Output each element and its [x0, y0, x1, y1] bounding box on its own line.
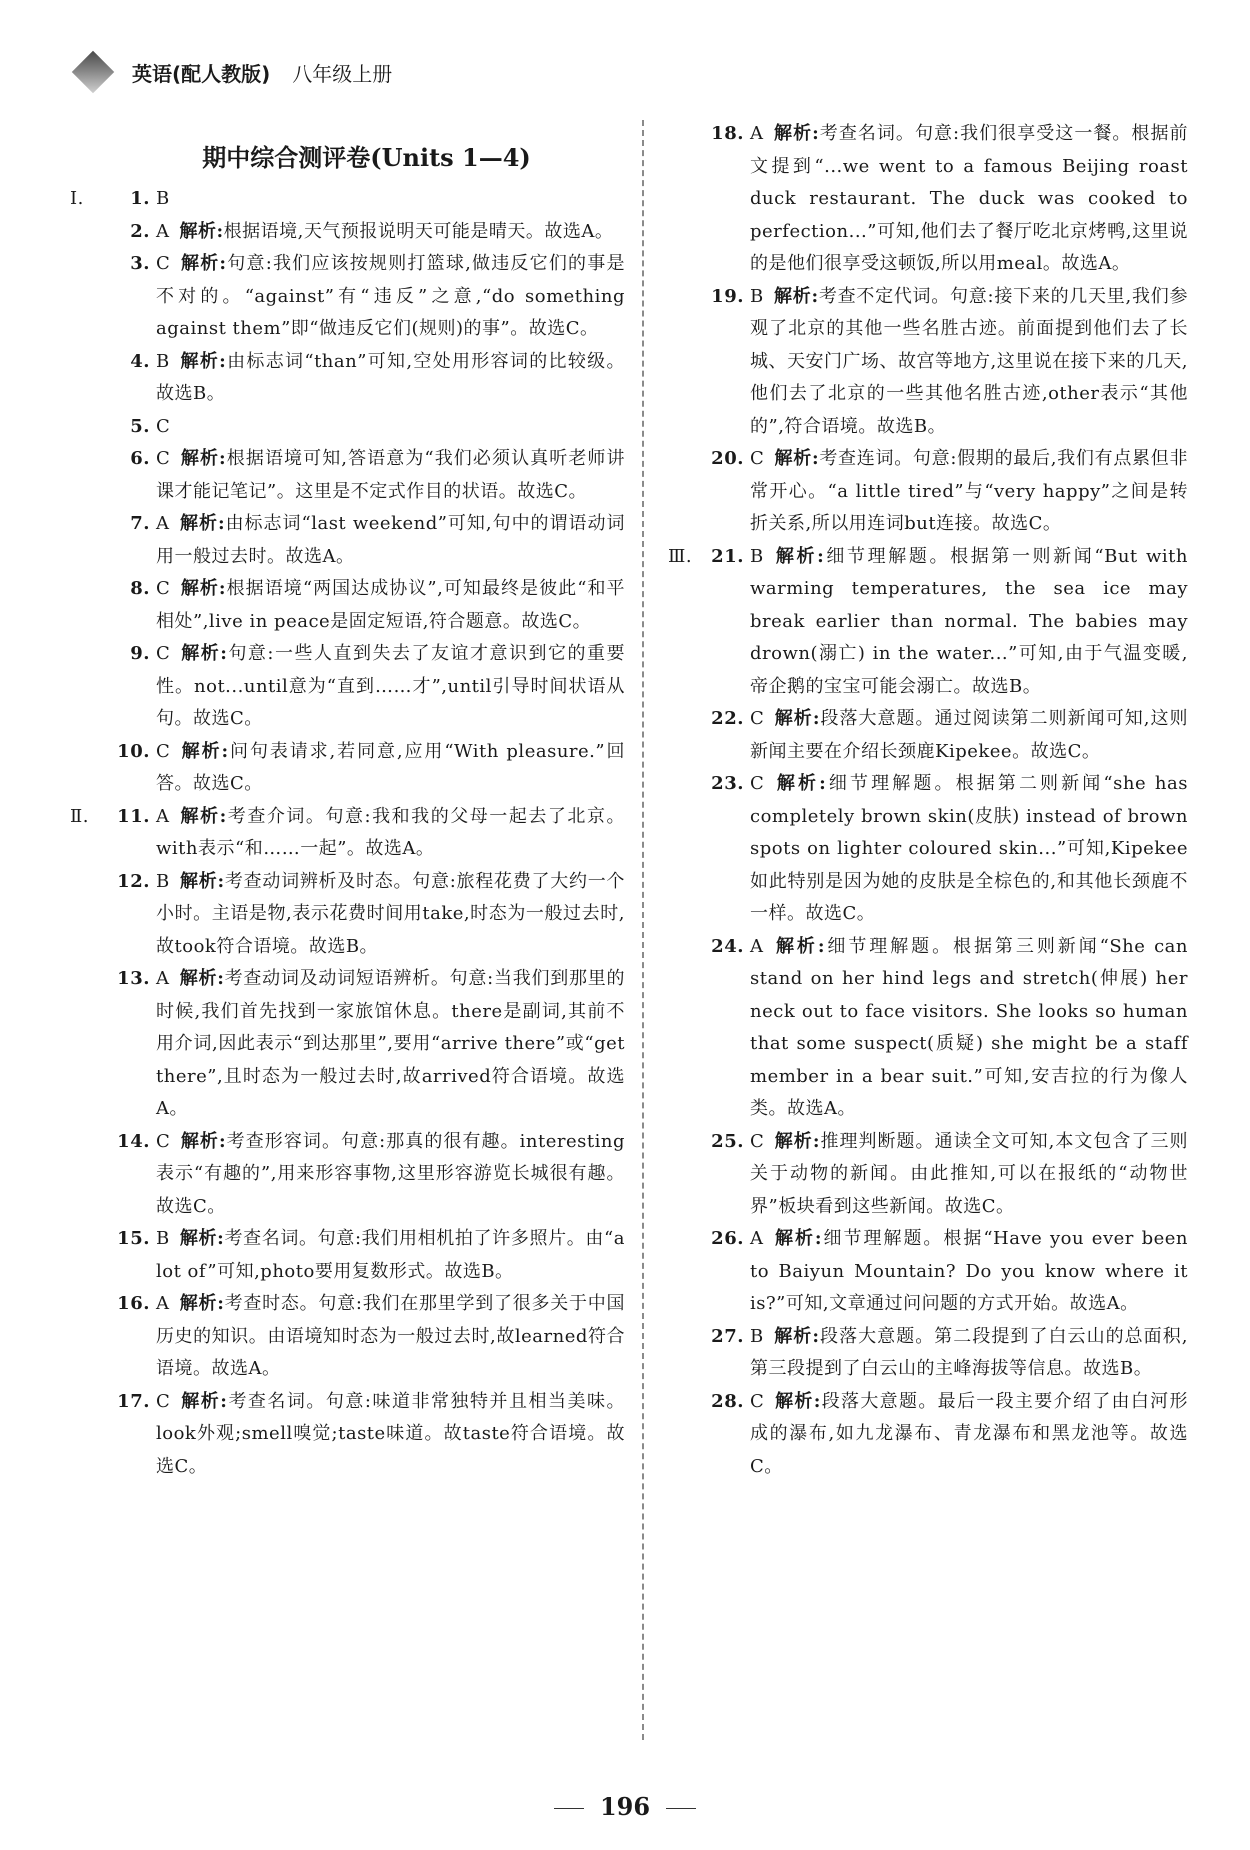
question-number: 24.	[711, 935, 744, 957]
answer-letter: C	[156, 415, 171, 437]
page-number	[0, 1792, 1250, 1821]
explanation-label: 解析:	[180, 1390, 228, 1412]
answer-body	[156, 216, 625, 249]
answer-body	[156, 1126, 625, 1224]
answer-body	[156, 1223, 625, 1288]
explanation-label: 解析:	[774, 708, 820, 729]
answer-body	[750, 768, 1188, 931]
section-marker	[70, 346, 104, 411]
section-marker	[70, 248, 104, 346]
explanation-label: 解析:	[773, 545, 825, 567]
section-marker	[70, 1288, 104, 1386]
answer-letter: C	[156, 253, 171, 274]
section-marker	[668, 1126, 700, 1224]
answer-body	[156, 573, 625, 638]
section-marker	[70, 443, 104, 508]
answer-body	[156, 183, 625, 216]
explanation-label: 解析:	[179, 805, 227, 827]
answer-item	[668, 768, 1188, 931]
section-marker	[70, 866, 104, 964]
question-number: 7.	[130, 513, 150, 534]
answer-body	[750, 703, 1188, 768]
answer-letter: C	[156, 578, 171, 599]
explanation-text: 细节理解题。根据第一则新闻“But with warming temperatures, the sea ice may break earlier than normal. The babies may drown(溺亡) in the water...”可知,由于气温变暖,帝企鹅的宝宝可能会溺亡。故选B。	[750, 545, 1189, 697]
answer-item	[668, 1386, 1188, 1484]
answer-body	[156, 508, 625, 573]
question-number: 28.	[711, 1390, 744, 1412]
explanation-label: 解析:	[179, 513, 226, 534]
question-number: 21.	[711, 545, 744, 567]
explanation-label: 解析:	[180, 1130, 227, 1152]
answer-letter: B	[156, 188, 170, 209]
answer-item	[70, 866, 625, 964]
answer-item	[668, 1223, 1188, 1321]
question-number: 17.	[117, 1390, 150, 1412]
answer-body	[156, 638, 625, 736]
answer-item	[70, 216, 625, 249]
answer-item	[70, 1126, 625, 1224]
explanation-label: 解析:	[773, 1325, 820, 1347]
explanation-text: 考查动词及动词短语辨析。句意:当我们到那里的时候,我们首先找到一家旅馆休息。there是副词,其前不用介词,因此表示“到达那里”,要用“arrive there”或“get there”,且时态为一般过去时,故arrived符合语境。故选A。	[156, 968, 625, 1119]
answer-letter: A	[750, 935, 764, 957]
explanation-label: 解析:	[773, 285, 819, 307]
answer-item	[668, 1321, 1188, 1386]
answer-letter: A	[156, 1293, 170, 1314]
section-marker: Ⅰ.	[70, 188, 84, 209]
explanation-label: 解析:	[180, 448, 227, 469]
explanation-label: 解析:	[180, 643, 228, 664]
answer-body	[156, 866, 625, 964]
answer-letter: B	[156, 350, 170, 372]
answer-body	[750, 1321, 1188, 1386]
question-number: 5.	[130, 415, 150, 437]
answer-letter: A	[750, 123, 764, 144]
section-marker	[70, 963, 104, 1126]
answer-item	[70, 443, 625, 508]
answer-letter: C	[156, 643, 171, 664]
answer-letter: B	[156, 870, 170, 892]
question-number: 20.	[711, 448, 744, 469]
explanation-text: 由标志词“last weekend”可知,句中的谓语动词用一般过去时。故选A。	[156, 513, 625, 567]
answer-item	[668, 931, 1188, 1126]
section-marker	[70, 508, 104, 573]
answer-item	[70, 1288, 625, 1386]
explanation-text: 考查名词。句意:我们用相机拍了许多照片。由“a lot of”可知,photo要用复数形式。故选B。	[156, 1228, 625, 1282]
section-marker	[668, 703, 700, 768]
explanation-text: 细节理解题。根据第三则新闻“She can stand on her hind legs and stretch(伸展) her neck out to face visitors. She looks so human that some suspect(质疑) she might be a staff member in a bear suit.”可知,安吉拉的行为像人类。故选A。	[750, 935, 1188, 1119]
answer-letter: A	[156, 220, 170, 242]
question-number: 13.	[117, 968, 150, 989]
answer-letter: C	[156, 1390, 171, 1412]
explanation-text: 由标志词“than”可知,空处用形容词的比较级。故选B。	[156, 350, 625, 404]
diamond-logo-icon	[72, 51, 114, 93]
answer-letter: A	[156, 968, 170, 989]
answer-letter: C	[750, 773, 765, 794]
section-marker	[668, 1223, 700, 1321]
explanation-label: 解析:	[773, 1228, 823, 1249]
section-marker	[70, 1386, 104, 1484]
answer-body	[750, 1223, 1188, 1321]
explanation-text: 考查不定代词。句意:接下来的几天里,我们参观了北京的其他一些名胜古迹。前面提到他们去了长城、天安门广场、故宫等地方,这里说在接下来的几天,他们去了北京的一些其他名胜古迹,other表示“其他的”,符合语境。故选B。	[750, 285, 1188, 437]
answer-item	[668, 281, 1188, 444]
answer-body	[750, 931, 1188, 1126]
explanation-text: 考查名词。句意:我们很享受这一餐。根据前文提到“...we went to a famous Beijing roast duck restaurant. The duck was cooked to perfection...”可知,他们去了餐厅吃北京烤鸭,这里说的是他们很享受这顿饭,所以用meal。故选A。	[750, 123, 1188, 274]
explanation-label: 解析:	[179, 968, 225, 989]
question-number: 6.	[130, 448, 150, 469]
explanation-text: 根据语境可知,答语意为“我们必须认真听老师讲课才能记笔记”。这里是不定式作目的状语。故选C。	[156, 448, 625, 502]
answer-body	[156, 346, 625, 411]
section-marker	[668, 1321, 700, 1386]
question-number: 27.	[711, 1325, 744, 1347]
explanation-text: 推理判断题。通读全文可知,本文包含了三则关于动物的新闻。由此推知,可以在报纸的“动物世界”板块看到这些新闻。故选C。	[750, 1130, 1188, 1217]
explanation-label: 解析:	[774, 1390, 821, 1412]
answer-item	[70, 346, 625, 411]
explanation-text: 细节理解题。根据第二则新闻“she has completely brown skin(皮肤) instead of brown spots on lighter coloured skin...”可知,Kipekee如此特别是因为她的皮肤是全棕色的,和其他长颈鹿不一样。故选C。	[750, 773, 1188, 924]
book-title: 英语(配人教版)	[132, 61, 271, 86]
explanation-label: 解析:	[180, 253, 227, 274]
explanation-text: 细节理解题。根据“Have you ever been to Baiyun Mountain? Do you know where it is?”可知,文章通过问问题的方式开始。故选A。	[750, 1228, 1188, 1314]
answer-letter: A	[156, 805, 170, 827]
section-marker	[668, 931, 700, 1126]
answer-item	[70, 1386, 625, 1484]
answer-letter: C	[750, 448, 765, 469]
answer-item	[668, 541, 1188, 704]
answer-item	[70, 248, 625, 346]
explanation-text: 考查形容词。句意:那真的很有趣。interesting表示“有趣的”,用来形容事物,这里形容游览长城很有趣。故选C。	[156, 1130, 625, 1217]
answer-letter: C	[156, 1130, 171, 1152]
answer-item	[70, 963, 625, 1126]
answer-letter: C	[750, 708, 765, 729]
page-number-text: 196	[599, 1792, 651, 1821]
section-marker	[70, 1126, 104, 1224]
column-divider	[642, 120, 644, 1740]
explanation-text: 问句表请求,若同意,应用“With pleasure.”回答。故选C。	[156, 740, 625, 794]
answer-letter: C	[750, 1390, 765, 1412]
question-number: 1.	[130, 188, 150, 209]
explanation-label: 解析:	[180, 740, 229, 762]
question-number: 18.	[711, 123, 744, 144]
explanation-label: 解析:	[180, 578, 227, 599]
question-number: 26.	[711, 1228, 744, 1249]
question-number: 19.	[711, 285, 744, 307]
answer-body	[156, 248, 625, 346]
answer-body	[750, 541, 1188, 704]
explanation-text: 段落大意题。最后一段主要介绍了由白河形成的瀑布,如九龙瀑布、青龙瀑布和黑龙池等。故选C。	[750, 1390, 1188, 1477]
explanation-label: 解析:	[773, 123, 820, 144]
answer-item	[668, 443, 1188, 541]
answer-letter: B	[750, 285, 764, 307]
section-title: 期中综合测评卷(Units 1—4)	[202, 143, 531, 172]
answer-item	[668, 1126, 1188, 1224]
question-number: 23.	[711, 773, 744, 794]
question-number: 12.	[117, 870, 150, 892]
section-marker	[70, 411, 104, 444]
explanation-text: 段落大意题。通过阅读第二则新闻可知,这则新闻主要在介绍长颈鹿Kipekee。故选C。	[750, 708, 1188, 762]
explanation-text: 段落大意题。第二段提到了白云山的总面积,第三段提到了白云山的主峰海拔等信息。故选B。	[750, 1325, 1188, 1379]
question-number: 3.	[130, 253, 150, 274]
answer-letter: B	[750, 1325, 764, 1347]
section-marker	[668, 443, 700, 541]
book-grade: 八年级上册	[292, 61, 393, 86]
explanation-text: 考查名词。句意:味道非常独特并且相当美味。look外观;smell嗅觉;taste味道。故taste符合语境。故选C。	[156, 1390, 625, 1477]
answer-item	[70, 508, 625, 573]
page-header	[78, 52, 392, 92]
answer-body	[750, 1126, 1188, 1224]
answer-item	[70, 736, 625, 801]
answer-letter: B	[750, 545, 764, 567]
answer-body	[750, 443, 1188, 541]
question-number: 8.	[130, 578, 150, 599]
question-number: 2.	[130, 220, 150, 242]
answer-body	[156, 411, 625, 444]
question-number: 15.	[117, 1228, 150, 1249]
section-marker	[70, 1223, 104, 1288]
explanation-label: 解析:	[774, 1130, 820, 1152]
explanation-text: 考查连词。句意:假期的最后,我们有点累但非常开心。“a little tired”与“very happy”之间是转折关系,所以用连词but连接。故选C。	[750, 448, 1188, 534]
section-marker	[70, 573, 104, 638]
explanation-label: 解析:	[179, 350, 227, 372]
section-marker: Ⅲ.	[668, 545, 693, 567]
explanation-label: 解析:	[774, 773, 827, 794]
answer-body	[156, 801, 625, 866]
explanation-text: 句意:一些人直到失去了友谊才意识到它的重要性。not...until意为“直到……才”,until引导时间状语从句。故选C。	[156, 643, 625, 729]
answer-body	[156, 443, 625, 508]
question-number: 25.	[711, 1130, 744, 1152]
right-column	[668, 118, 1188, 1483]
answer-letter: C	[156, 740, 171, 762]
answer-body	[750, 281, 1188, 444]
question-number: 10.	[117, 740, 150, 762]
left-column	[70, 118, 625, 1483]
answer-item	[668, 703, 1188, 768]
answer-item	[70, 1223, 625, 1288]
answer-item	[70, 411, 625, 444]
explanation-label: 解析:	[179, 1228, 225, 1249]
answer-item	[70, 183, 625, 216]
answer-letter: C	[750, 1130, 765, 1152]
explanation-label: 解析:	[774, 448, 820, 469]
question-number: 11.	[117, 805, 150, 827]
question-number: 4.	[130, 350, 150, 372]
answer-item	[70, 638, 625, 736]
question-number: 16.	[117, 1293, 150, 1314]
answer-letter: A	[750, 1228, 764, 1249]
section-marker: Ⅱ.	[70, 805, 89, 827]
explanation-label: 解析:	[179, 220, 224, 242]
section-marker	[668, 1386, 700, 1484]
explanation-label: 解析:	[179, 870, 225, 892]
answer-letter: C	[156, 448, 171, 469]
question-number: 22.	[711, 708, 744, 729]
answer-item	[668, 118, 1188, 281]
answer-body	[750, 118, 1188, 281]
section-marker	[70, 216, 104, 249]
question-number: 14.	[117, 1130, 150, 1152]
answer-letter: B	[156, 1228, 170, 1249]
section-marker	[668, 768, 700, 931]
answer-item	[70, 573, 625, 638]
question-number: 9.	[130, 643, 150, 664]
answer-body	[750, 1386, 1188, 1484]
section-marker	[70, 736, 104, 801]
explanation-text: 考查介词。句意:我和我的父母一起去了北京。with表示“和……一起”。故选A。	[156, 805, 625, 859]
answer-item	[70, 801, 625, 866]
explanation-text: 根据语境,天气预报说明天可能是晴天。故选A。	[223, 220, 614, 242]
answer-body	[156, 963, 625, 1126]
answer-body	[156, 1288, 625, 1386]
explanation-text: 考查时态。句意:我们在那里学到了很多关于中国历史的知识。由语境知时态为一般过去时,故learned符合语境。故选A。	[156, 1293, 625, 1379]
explanation-text: 根据语境“两国达成协议”,可知最终是彼此“和平相处”,live in peace是固定短语,符合题意。故选C。	[156, 578, 625, 632]
answer-letter: A	[156, 513, 170, 534]
explanation-label: 解析:	[773, 935, 825, 957]
section-marker	[668, 281, 700, 444]
explanation-label: 解析:	[179, 1293, 225, 1314]
explanation-text: 句意:我们应该按规则打篮球,做违反它们的事是不对的。“against”有“违反”之意,“do something against them”即“做违反它们(规则)的事”。故选C。	[156, 253, 625, 339]
answer-body	[156, 1386, 625, 1484]
explanation-text: 考查动词辨析及时态。句意:旅程花费了大约一个小时。主语是物,表示花费时间用take,时态为一般过去时,故took符合语境。故选B。	[156, 870, 625, 957]
answer-body	[156, 736, 625, 801]
section-marker	[70, 638, 104, 736]
section-marker	[668, 118, 700, 281]
